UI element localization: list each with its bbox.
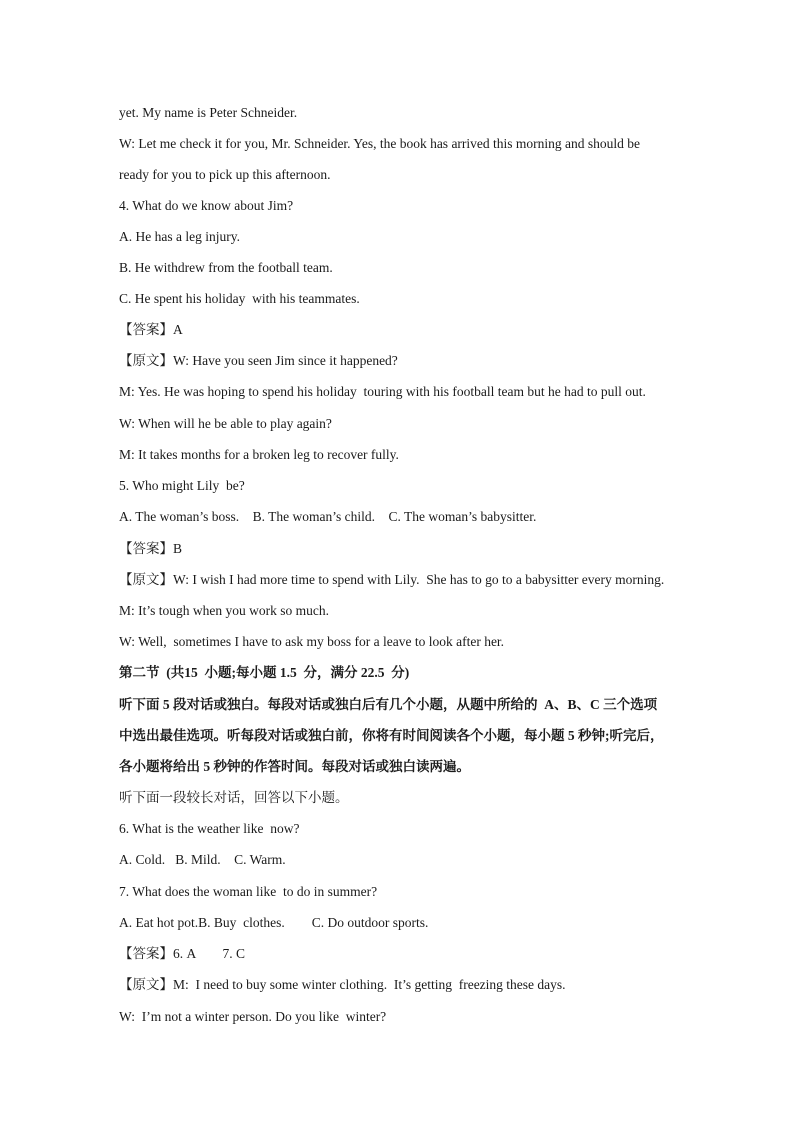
section-instructions: 中选出最佳选项。听每段对话或独白前，你将有时间阅读各个小题，每小题 5 秒钟;听完后， bbox=[119, 728, 664, 743]
answer-line: 【答案】6. A 7. C bbox=[119, 946, 246, 961]
options-line: A. Eat hot pot.B. Buy clothes. C. Do outdoor sports. bbox=[119, 915, 429, 930]
option-a: A. He has a leg injury. bbox=[119, 229, 240, 244]
text-line: M: It’s tough when you work so much. bbox=[119, 603, 329, 618]
question-4: 4. What do we know about Jim? bbox=[119, 198, 294, 213]
section-heading: 第二节 (共15 小题;每小题 1.5 分，满分 22.5 分) bbox=[119, 665, 410, 680]
question-6: 6. What is the weather like now? bbox=[119, 821, 300, 836]
transcript-line: 【原文】W: Have you seen Jim since it happened? bbox=[119, 353, 398, 368]
text-line: ready for you to pick up this afternoon. bbox=[119, 167, 331, 182]
transcript-line: 【原文】W: I wish I had more time to spend with Lily. She has to go to a babysitter every morning. bbox=[119, 572, 665, 587]
text-line: M: Yes. He was hoping to spend his holiday touring with his football team but he had to pull out. bbox=[119, 384, 646, 399]
section-instructions: 听下面 5 段对话或独白。每段对话或独白后有几个小题，从题中所给的 A、B、C 三个选项 bbox=[119, 697, 658, 712]
text-line: W: I’m not a winter person. Do you like winter? bbox=[119, 1009, 387, 1024]
options-line: A. Cold. B. Mild. C. Warm. bbox=[119, 852, 286, 867]
text-line: yet. My name is Peter Schneider. bbox=[119, 105, 298, 120]
text-line: W: Let me check it for you, Mr. Schneider. Yes, the book has arrived this morning and should be bbox=[119, 136, 641, 151]
text-line: M: It takes months for a broken leg to recover fully. bbox=[119, 447, 399, 462]
options-line: A. The woman’s boss. B. The woman’s child. C. The woman’s babysitter. bbox=[119, 509, 537, 524]
section-instructions: 各小题将给出 5 秒钟的作答时间。每段对话或独白读两遍。 bbox=[119, 759, 470, 774]
answer-line: 【答案】B bbox=[119, 541, 183, 556]
text-line: W: When will he be able to play again? bbox=[119, 416, 332, 431]
sub-instructions: 听下面一段较长对话，回答以下小题。 bbox=[119, 790, 349, 805]
question-5: 5. Who might Lily be? bbox=[119, 478, 245, 493]
text-line: W: Well, sometimes I have to ask my boss for a leave to look after her. bbox=[119, 634, 505, 649]
question-7: 7. What does the woman like to do in summer? bbox=[119, 884, 378, 899]
option-c: C. He spent his holiday with his teammates. bbox=[119, 291, 360, 306]
transcript-line: 【原文】M: I need to buy some winter clothing. It’s getting freezing these days. bbox=[119, 977, 566, 992]
answer-line: 【答案】A bbox=[119, 322, 183, 337]
option-b: B. He withdrew from the football team. bbox=[119, 260, 333, 275]
